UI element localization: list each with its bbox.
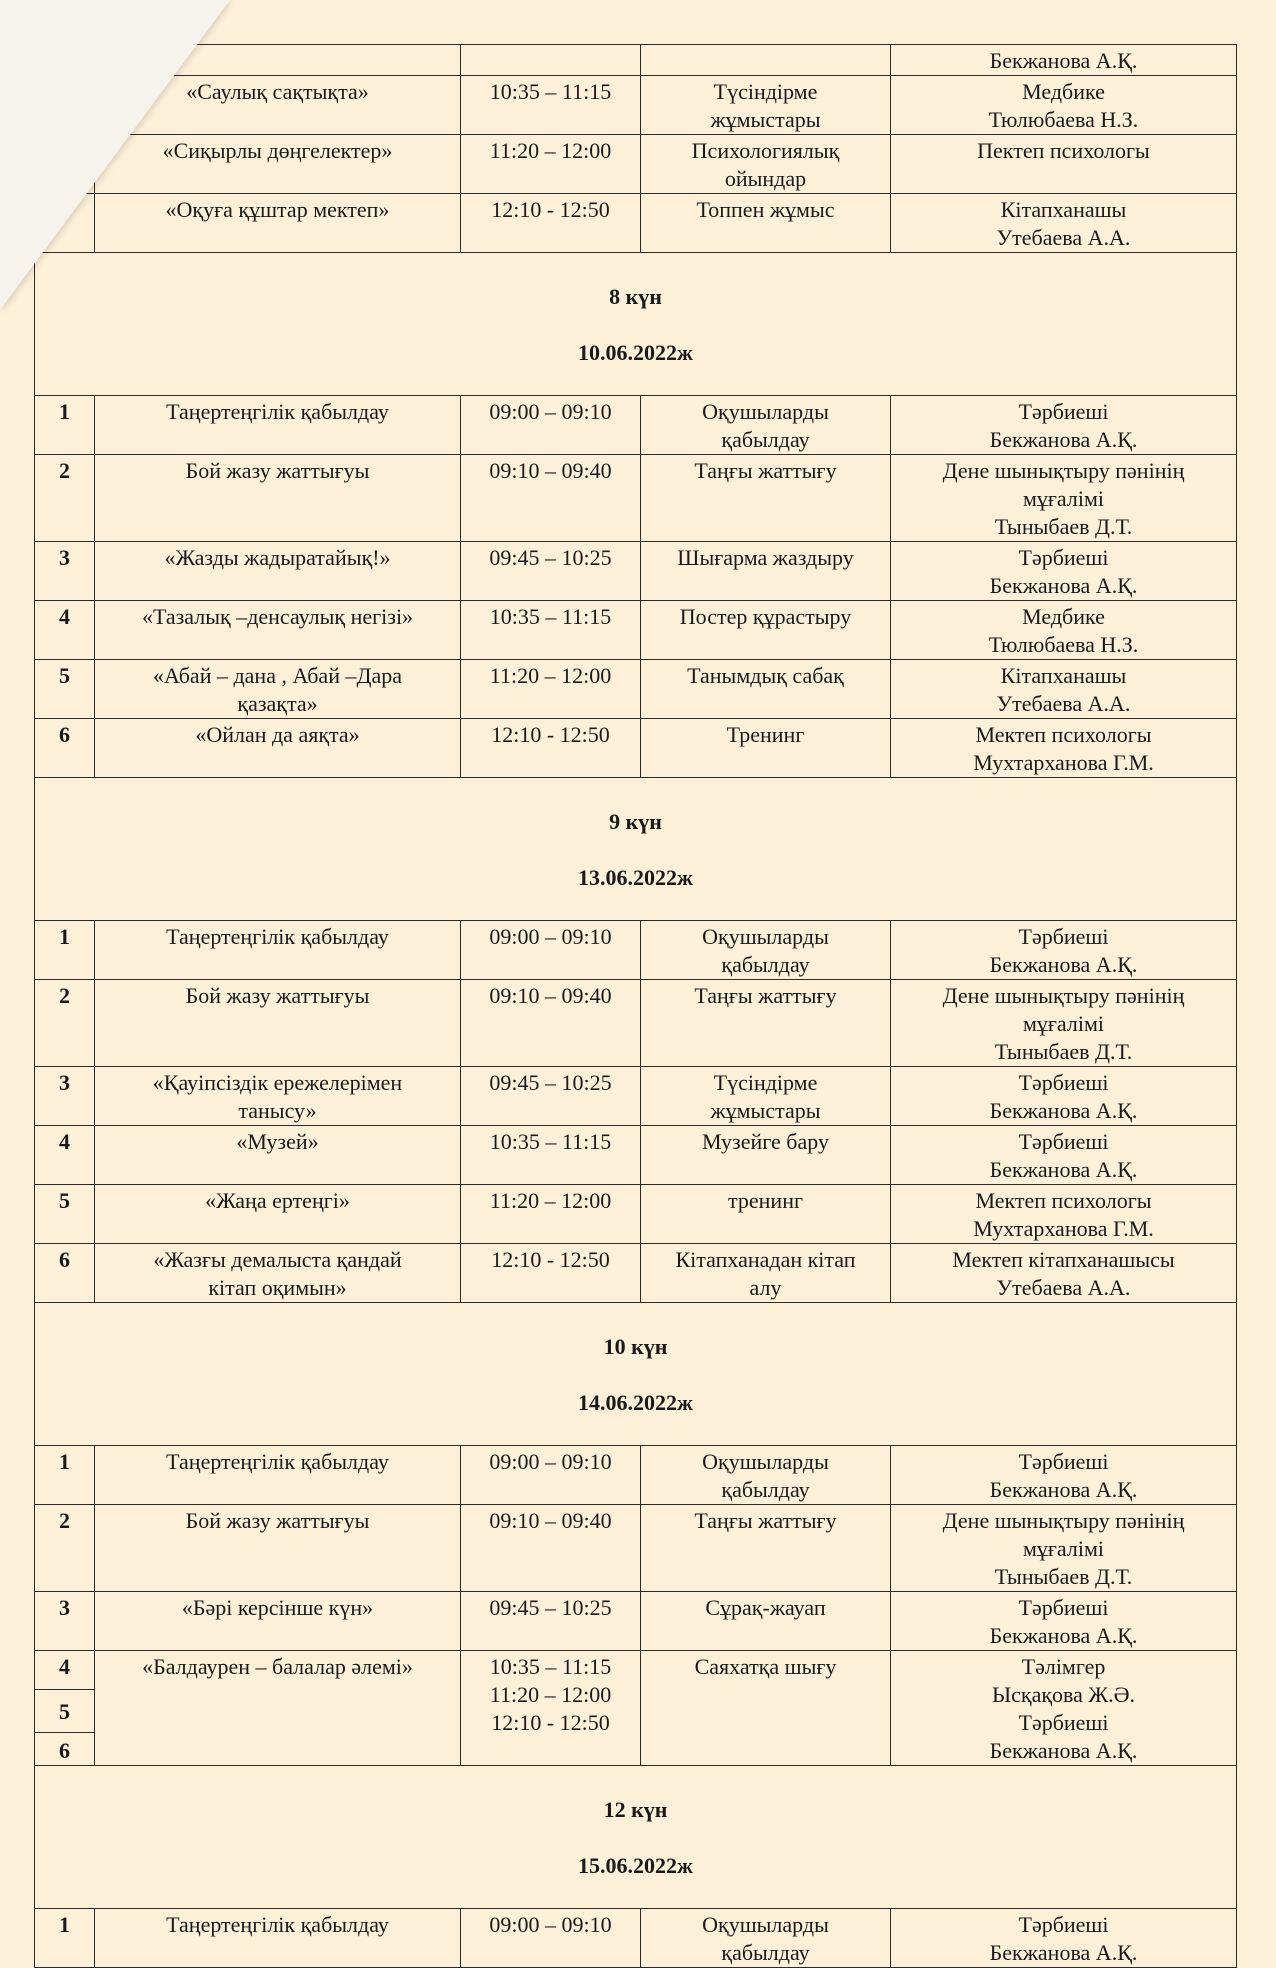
event-responsible: Дене шынықтыру пәнінің мұғалімі Тыныбаев Д.Т. [891,980,1237,1067]
event-name: Бой жазу жаттығуы [95,1505,461,1592]
table-row [35,396,1237,455]
event-name: Бой жазу жаттығуы [95,980,461,1067]
schedule-table [34,44,1237,1968]
event-format: Түсіндірме жұмыстары [641,1067,891,1126]
event-time: 09:00 – 09:10 [461,1909,641,1968]
event-format: Оқушыларды қабылдау [641,396,891,455]
event-time: 09:45 – 10:25 [461,542,641,601]
event-responsible: Тәрбиеші Бекжанова А.Қ. [891,1067,1237,1126]
event-format: Түсіндірме жұмыстары [641,76,891,135]
table-row [35,455,1237,542]
row-number: 3 [35,542,95,601]
event-name: «Жаңа ертеңгі» [95,1185,461,1244]
event-format: Таңғы жаттығу [641,1505,891,1592]
event-responsible: Дене шынықтыру пәнінің мұғалімі Тыныбаев Д.Т. [891,455,1237,542]
event-time: 12:10 - 12:50 [461,194,641,253]
event-responsible: Тәрбиеші Бекжанова А.Қ. [891,396,1237,455]
event-format: Топпен жұмыс [641,194,891,253]
table-row [35,1185,1237,1244]
event-format: Музейге бару [641,1126,891,1185]
event-name: «Саулық сақтықта» [95,76,461,135]
event-responsible: Бекжанова А.Қ. [891,45,1237,76]
event-format: Оқушыларды қабылдау [641,1446,891,1505]
event-time: 09:00 – 09:10 [461,1446,641,1505]
event-name: «Музей» [95,1126,461,1185]
row-number: 1 [35,1909,95,1968]
table-row [35,1067,1237,1126]
row-number: 1 [35,396,95,455]
event-format: тренинг [641,1185,891,1244]
event-time: 11:20 – 12:00 [461,135,641,194]
event-time: 09:45 – 10:25 [461,1067,641,1126]
row-number: 2 [35,455,95,542]
day-title: 10 күн [603,1334,668,1359]
day-date: 13.06.2022ж [578,865,693,890]
row-number: 2 [35,980,95,1067]
event-responsible: Тәрбиеші Бекжанова А.Қ. [891,921,1237,980]
row-number: 5 [35,660,95,719]
event-time: 10:35 – 11:15 [461,601,641,660]
row-number: 3 [35,1592,95,1651]
table-row [35,719,1237,778]
row-number: 4 [35,1651,95,1690]
event-responsible: Мектеп психологы Мухтарханова Г.М. [891,1185,1237,1244]
table-row [35,542,1237,601]
row-number: 1 [35,921,95,980]
day-header [35,1303,1237,1446]
event-responsible: Мектеп психологы Мухтарханова Г.М. [891,719,1237,778]
event-format: Саяхатқа шығу [641,1651,891,1766]
event-time: 10:35 – 11:15 [461,1126,641,1185]
event-time: 09:10 – 09:40 [461,980,641,1067]
table-row [35,1909,1237,1968]
table-row [35,660,1237,719]
event-name: «Бәрі керсінше күн» [95,1592,461,1651]
event-name: Таңертеңгілік қабылдау [95,1909,461,1968]
table-row [35,601,1237,660]
table-row [35,1592,1237,1651]
row-number: 6 [35,719,95,778]
day-title: 8 күн [609,284,662,309]
event-time: 11:20 – 12:00 [461,1185,641,1244]
event-format: Сұрақ-жауап [641,1592,891,1651]
event-format: Таңғы жаттығу [641,455,891,542]
event-name: «Балдаурен – балалар әлемі» [95,1651,461,1766]
event-time: 09:00 – 09:10 [461,921,641,980]
day-header [35,1766,1237,1909]
day-date: 14.06.2022ж [578,1390,693,1415]
day-title: 9 күн [609,809,662,834]
event-name: «Оқуға құштар мектеп» [95,194,461,253]
event-name: «Қауіпсіздік ережелерімен танысу» [95,1067,461,1126]
event-format: Тренинг [641,719,891,778]
row-number: 5 [35,1690,95,1733]
row-number: 5 [35,1185,95,1244]
event-time: 10:35 – 11:15 11:20 – 12:00 12:10 - 12:50 [461,1651,641,1766]
event-time: 09:45 – 10:25 [461,1592,641,1651]
event-time: 09:10 – 09:40 [461,1505,641,1592]
schedule-sheet [34,44,1236,1968]
table-row [35,1126,1237,1185]
event-responsible: Дене шынықтыру пәнінің мұғалімі Тыныбаев Д.Т. [891,1505,1237,1592]
row-number: 6 [35,1733,95,1766]
event-responsible: Тәрбиеші Бекжанова А.Қ. [891,1592,1237,1651]
day-header [35,778,1237,921]
table-row [35,921,1237,980]
event-name: Таңертеңгілік қабылдау [95,921,461,980]
day-header-cell [35,1303,1237,1446]
event-name: «Жазғы демалыста қандай кітап оқимын» [95,1244,461,1303]
event-format: Оқушыларды қабылдау [641,1909,891,1968]
page-fold-corner [0,0,230,310]
row-number: 1 [35,1446,95,1505]
event-responsible: Кітапханашы Утебаева А.А. [891,660,1237,719]
event-responsible: Тәлімгер Ысқақова Ж.Ә. Тәрбиеші Бекжанова А.Қ. [891,1651,1237,1766]
event-name: «Тазалық –денсаулық негізі» [95,601,461,660]
table-row [35,1505,1237,1592]
day-date: 15.06.2022ж [578,1853,693,1878]
event-responsible: Медбике Тюлюбаева Н.З. [891,76,1237,135]
event-time: 09:00 – 09:10 [461,396,641,455]
event-format: Психологиялық ойындар [641,135,891,194]
event-format: Танымдық сабақ [641,660,891,719]
event-time: 10:35 – 11:15 [461,76,641,135]
event-time [461,45,641,76]
event-responsible: Кітапханашы Утебаева А.А. [891,194,1237,253]
row-number: 2 [35,1505,95,1592]
event-format [641,45,891,76]
event-responsible: Тәрбиеші Бекжанова А.Қ. [891,542,1237,601]
event-format: Оқушыларды қабылдау [641,921,891,980]
event-name: «Жазды жадыратайық!» [95,542,461,601]
day-date: 10.06.2022ж [578,340,693,365]
event-name: Таңертеңгілік қабылдау [95,396,461,455]
event-time: 09:10 – 09:40 [461,455,641,542]
table-row [35,1446,1237,1505]
event-responsible: Медбике Тюлюбаева Н.З. [891,601,1237,660]
row-number: 6 [35,1244,95,1303]
event-responsible: Тәрбиеші Бекжанова А.Қ. [891,1446,1237,1505]
day-header-cell [35,1766,1237,1909]
event-format: Кітапханадан кітап алу [641,1244,891,1303]
event-time: 12:10 - 12:50 [461,719,641,778]
event-name: Бой жазу жаттығуы [95,455,461,542]
table-row [35,1651,1237,1690]
day-title: 12 күн [603,1797,668,1822]
event-format: Постер құрастыру [641,601,891,660]
event-time: 12:10 - 12:50 [461,1244,641,1303]
table-row [35,980,1237,1067]
event-responsible: Тәрбиеші Бекжанова А.Қ. [891,1909,1237,1968]
event-name: «Сиқырлы дөңгелектер» [95,135,461,194]
row-number: 4 [35,1126,95,1185]
day-header-cell [35,778,1237,921]
row-number: 3 [35,1067,95,1126]
event-responsible: Тәрбиеші Бекжанова А.Қ. [891,1126,1237,1185]
event-format: Шығарма жаздыру [641,542,891,601]
row-number: 4 [35,601,95,660]
event-responsible: Мектеп кітапханашысы Утебаева А.А. [891,1244,1237,1303]
event-responsible: Пектеп психологы [891,135,1237,194]
event-name: Таңертеңгілік қабылдау [95,1446,461,1505]
table-row [35,1244,1237,1303]
event-name: «Ойлан да аяқта» [95,719,461,778]
event-name: «Абай – дана , Абай –Дара қазақта» [95,660,461,719]
event-format: Таңғы жаттығу [641,980,891,1067]
event-time: 11:20 – 12:00 [461,660,641,719]
